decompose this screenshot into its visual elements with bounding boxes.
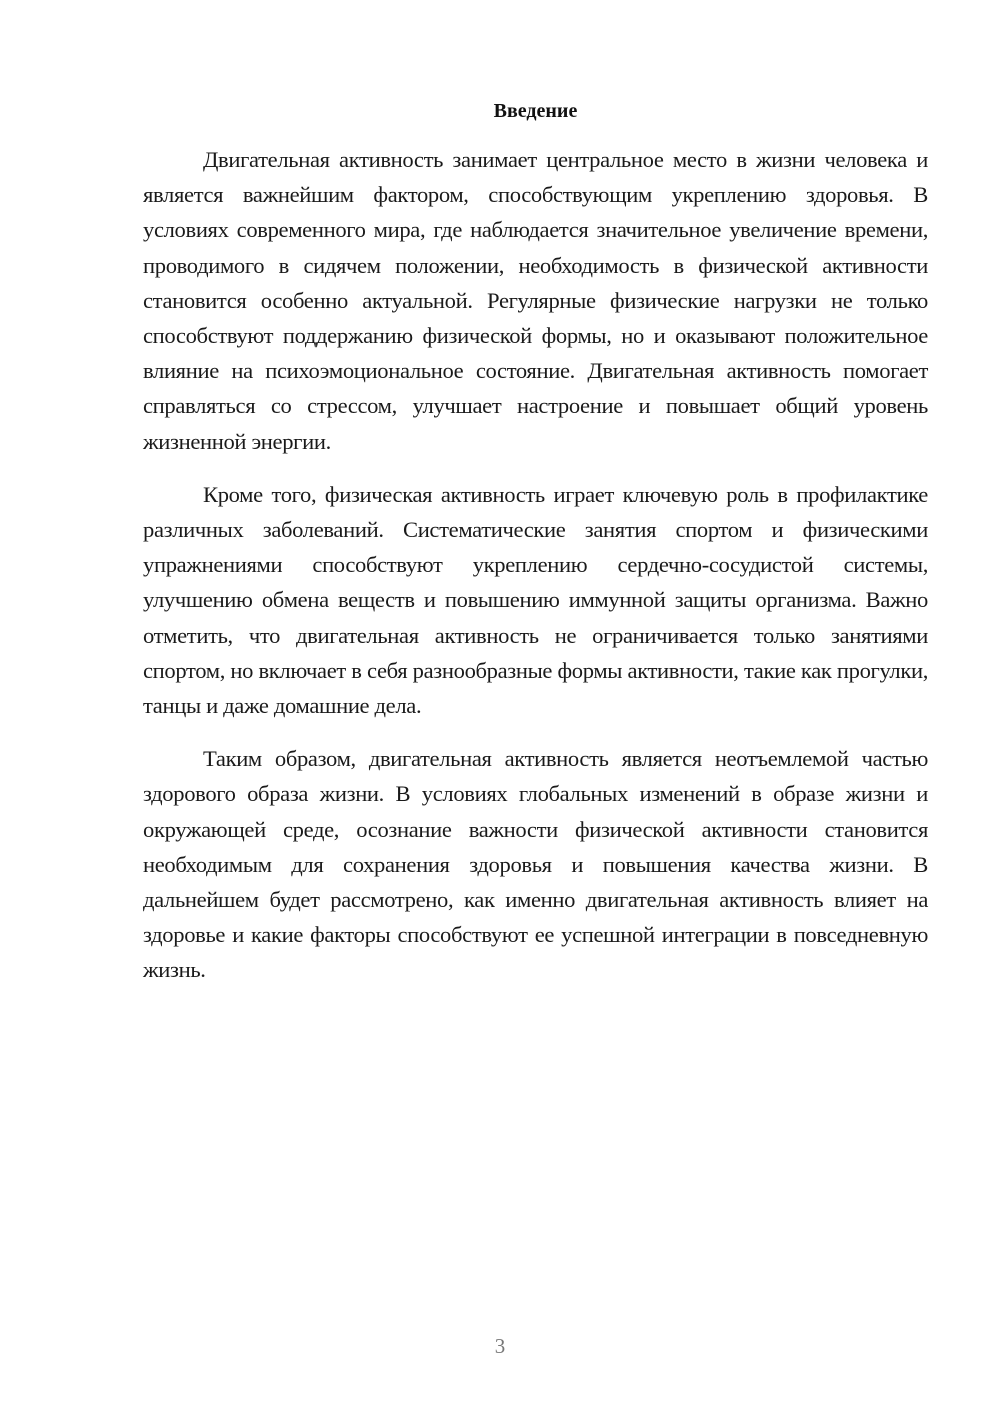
paragraph-3: Таким образом, двигательная активность является неотъемлемой частью здорового образа жизни. В условиях глобальных изменений в образе жизни и окружающей среде, осознание важности физической активности становится необходимым для сохранения здоровья и повышения качества жизни. В дальнейшем будет рассмотрено, как именно двигательная активность влияет на здоровье и какие факторы способствуют ее успешной интеграции в повседневную жизнь.	[143, 746, 928, 983]
section-title: Введение	[493, 100, 578, 122]
paragraph-1: Двигательная активность занимает центральное место в жизни человека и является важнейшим фактором, способствующим укреплению здоровья. В условиях современного мира, где наблюдается значительное увеличение времени, проводимого в сидячем положении, необходимость в физической активности становится особенно актуальной. Регулярные физические нагрузки не только способствуют поддержанию физической формы, но и оказывают положительное влияние на психоэмоциональное состояние. Двигательная активность помогает справляться со стрессом, улучшает настроение и повышает общий уровень жизненной энергии.	[143, 147, 928, 454]
body-text	[143, 142, 928, 1006]
page-number: 3	[494, 1334, 506, 1358]
paragraph-2: Кроме того, физическая активность играет ключевую роль в профилактике различных заболеваний. Систематические занятия спортом и физическими упражнениями способствуют укреплению сердечно-сосудистой системы, улучшению обмена веществ и повышению иммунной защиты организма. Важно отметить, что двигательная активность не ограничивается только занятиями спортом, но включает в себя разнообразные формы активности, такие как прогулки, танцы и даже домашние дела.	[143, 481, 928, 719]
